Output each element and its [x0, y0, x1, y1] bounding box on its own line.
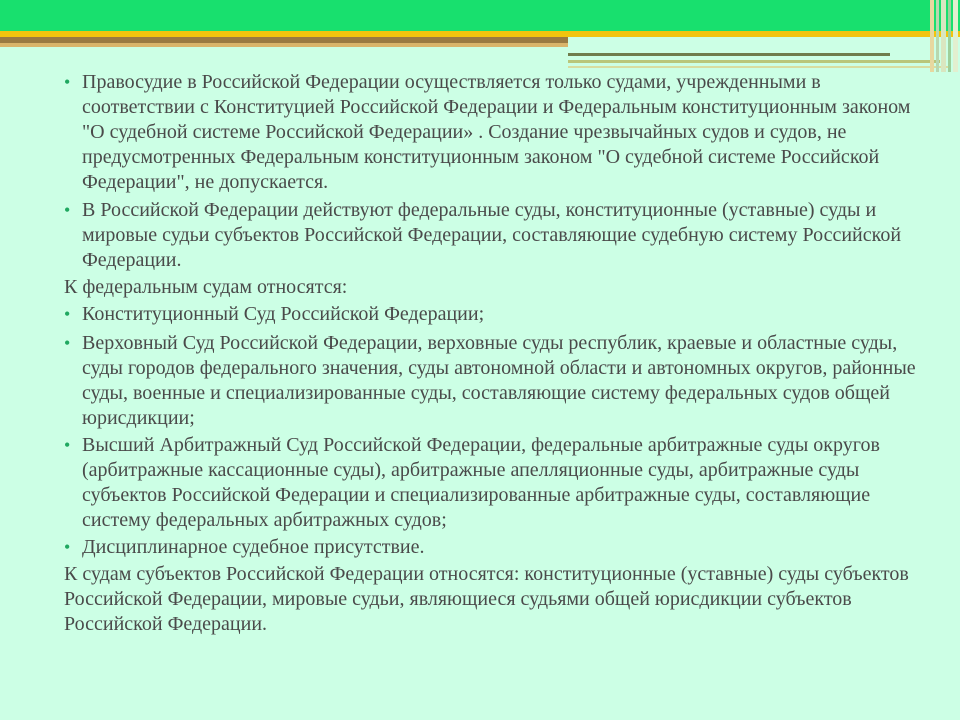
list-item: • Правосудие в Российской Федерации осуществляется только судами, учрежденными в соответствии с Конституцией Российской Федерации и Федеральным конституционным законом "О судебной системе Российской Федерации» . Создание чрезвычайных судов и судов, не предусмотренных Федеральным конституционным законом "О судебной системе Российской Федерации", не допускается.: [64, 70, 924, 195]
list-item: • В Российской Федерации действуют федеральные суды, конституционные (уставные) суды и мировые судьи субъектов Российской Федерации, составляющие судебную систему Российской Федерации.: [64, 198, 924, 273]
list-item: • Дисциплинарное судебное присутствие.: [64, 535, 924, 560]
list-item: • Верховный Суд Российской Федерации, верховные суды республик, краевые и областные суды, суды городов федерального значения, суды автономной области и автономных округов, районные суды, военные и специализированные суды, составляющие систему федеральных судов общей юрисдикции;: [64, 331, 924, 431]
header-green-band: [0, 0, 960, 31]
header-decoration: [0, 0, 960, 80]
closing-paragraph: К судам субъектов Российской Федерации относятся: конституционные (уставные) суды субъектов Российской Федерации, мировые судьи, являющиеся судьями общей юрисдикции субъектов Российской Федерации.: [64, 563, 909, 635]
header-rule-3: [568, 66, 948, 68]
header-light-brown-stripe: [0, 43, 568, 47]
slide-body: [64, 70, 924, 637]
list-item: • Высший Арбитражный Суд Российской Федерации, федеральные арбитражные суды округов (арбитражные кассационные суды), арбитражные апелляционные суды, арбитражные суды субъектов Российской Федерации и специализированные арбитражные суды, составляющие систему федеральных арбитражных судов;: [64, 433, 924, 533]
corner-vertical-stripes: [930, 0, 960, 72]
header-rule-2: [568, 60, 940, 63]
list-item: • Конституционный Суд Российской Федерации;: [64, 302, 924, 327]
section-heading: К федеральным судам относятся:: [64, 276, 348, 298]
header-rule-1: [568, 53, 890, 56]
